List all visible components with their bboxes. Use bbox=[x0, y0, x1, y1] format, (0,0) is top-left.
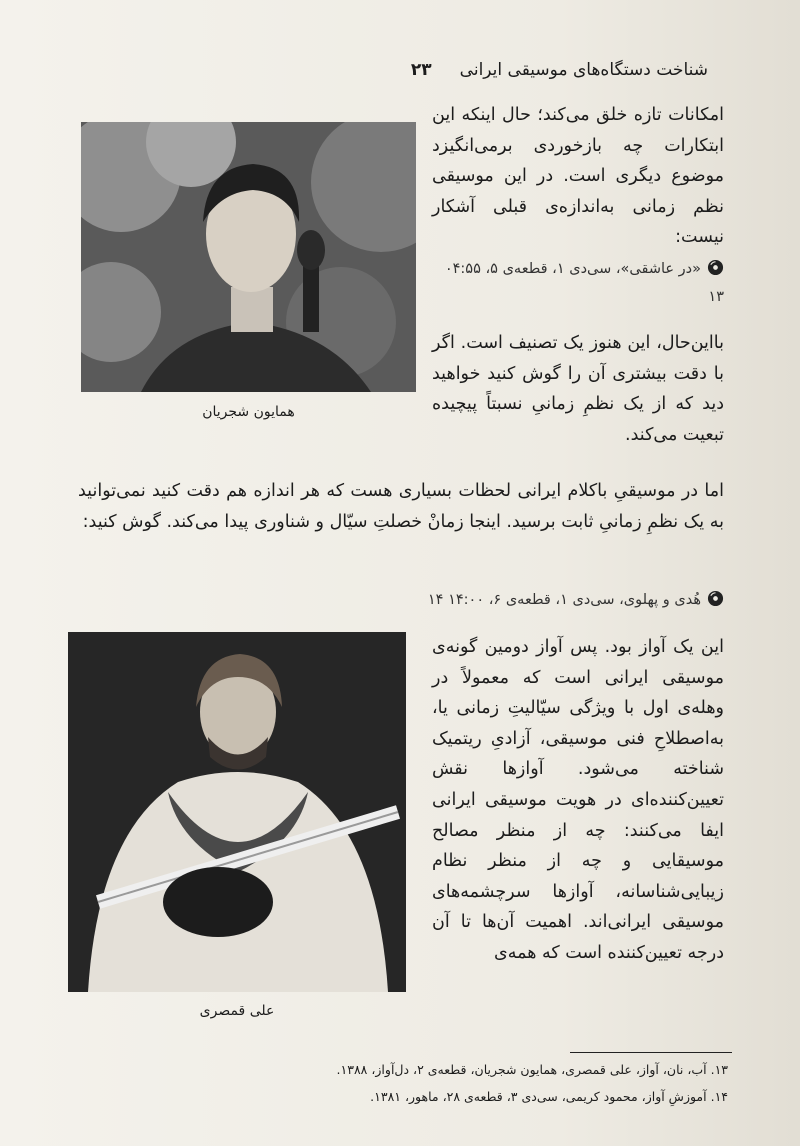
tar-player-illustration bbox=[68, 632, 406, 992]
paragraph-1: امکانات تازه خلق می‌کند؛ حال اینکه این ابتکارات چه بازخوردی برمی‌انگیزد موضوع دیگری است. در این موسیقی نظم زمانی به‌اندازه‌ی قبلی آشکار نیست: bbox=[432, 105, 724, 248]
audio-reference-1 bbox=[432, 255, 724, 311]
footnote-14: ۱۴. آموزشِ آواز، محمود کریمی، سی‌دی ۳، قطعه‌ی ۲۸، ماهور، ۱۳۸۱. bbox=[370, 1089, 728, 1104]
audio-reference-2-text: هُدی و پهلوی، سی‌دی ۱، قطعه‌ی ۶، ۱۴:۰۰ ۱۴ bbox=[427, 592, 701, 608]
page-number: ۲۳ bbox=[410, 60, 432, 80]
photo-caption-1: همایون شجریان bbox=[202, 404, 295, 420]
photo-tar-player bbox=[68, 632, 406, 992]
running-title: شناخت دستگاه‌های موسیقی ایرانی bbox=[459, 60, 708, 80]
page-header bbox=[70, 52, 708, 88]
audio-reference-1-text: «در عاشقی»، سی‌دی ۱، قطعه‌ی ۵، ۰۴:۵۵ ۱۳ bbox=[444, 261, 724, 305]
footnote-13: ۱۳. آب، نان، آواز، علی قمصری، همایون شجریان، قطعه‌ی ۲، دل‌آواز، ۱۳۸۸. bbox=[336, 1062, 728, 1077]
footnote-divider bbox=[570, 1052, 732, 1053]
cd-icon bbox=[707, 590, 724, 607]
portrait-illustration bbox=[81, 122, 416, 392]
audio-reference-2 bbox=[378, 586, 724, 614]
paragraph-3: اما در موسیقیِ باکلام ایرانی لحظات بسیاری هست که هر اندازه هم دقت کنید نمی‌توانید به یک نظمِ زمانیِ ثابت برسید. اینجا زمانْ خصلتِ سیّال و شناوری پیدا می‌کند. گوش کنید: bbox=[78, 481, 724, 532]
paragraph-2: بااین‌حال، این هنوز یک تصنیف است. اگر با دقت بیشتری آن را گوش کنید خواهید دید که از یک نظمِ زمانیِ نسبتاً پیچیده تبعیت می‌کند. bbox=[432, 333, 724, 445]
cd-icon bbox=[707, 259, 724, 276]
footnotes bbox=[100, 1056, 728, 1110]
paragraph-4: این یک آواز بود. پس آواز دومین گونه‌ی موسیقی ایرانی است که معمولاً در وهله‌ی اول با ویژگی سیّالیتِ زمانی یا، به‌اصطلاحِ فنی موسیقی، آزادیِ ریتمیک شناخته می‌شود. آوازها نقش تعیین‌کننده‌ای در هویت موسیقی ایرانی ایفا می‌کنند: چه از منظر مصالح موسیقایی و چه از منظر نظام زیبایی‌شناسانه، آوازها سرچشمه‌های موسیقی ایرانی‌اند. اهمیت آن‌ها تا آن درجه تعیین‌کننده است که همه‌ی bbox=[432, 637, 724, 963]
photo-singer-portrait bbox=[81, 122, 416, 392]
photo-caption-2: علی قمصری bbox=[199, 1003, 275, 1019]
